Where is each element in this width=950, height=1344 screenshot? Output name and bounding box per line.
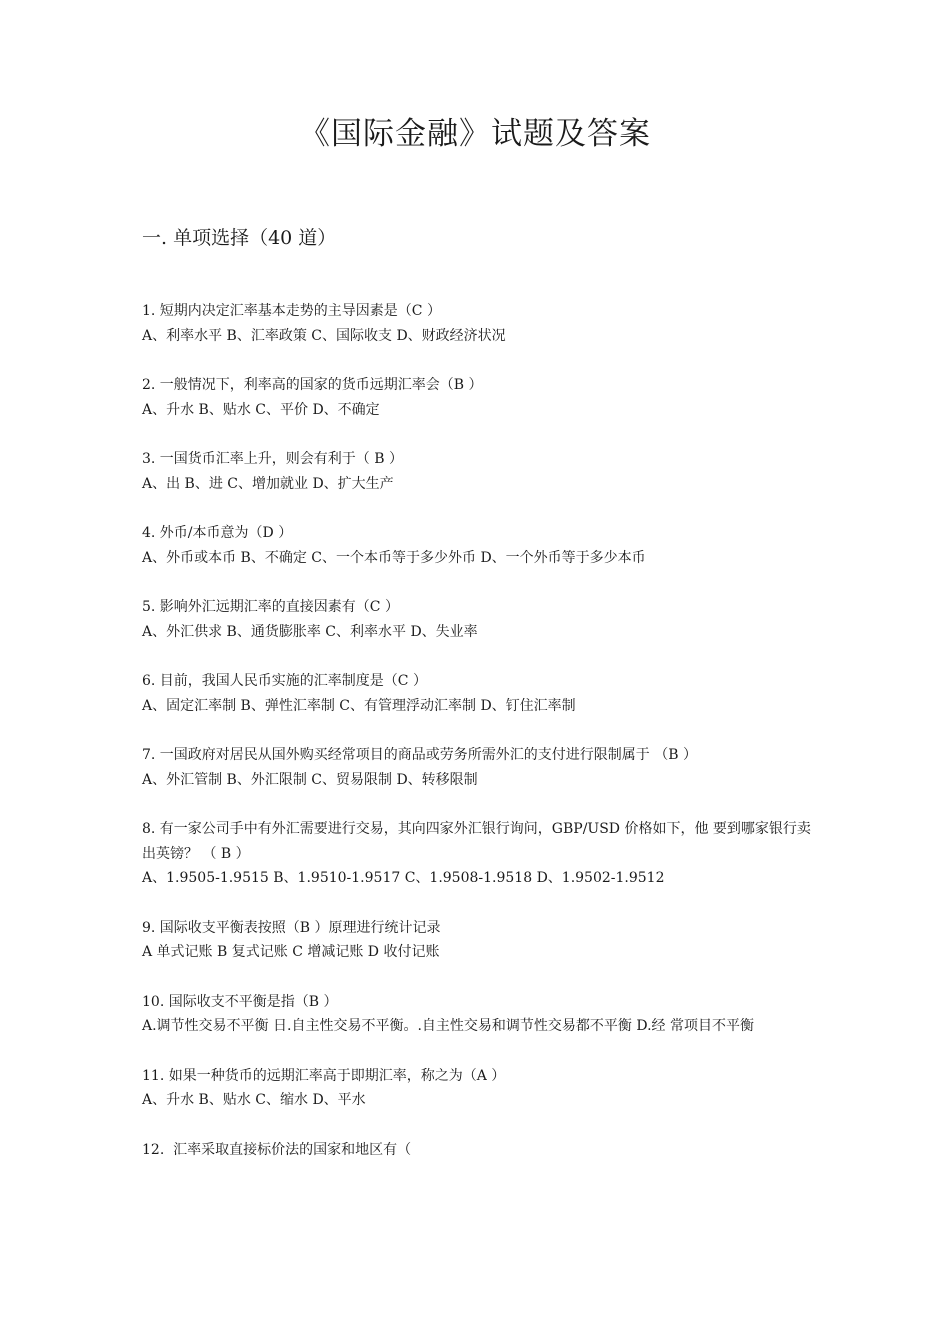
question-5	[142, 595, 822, 644]
question-options: A、固定汇率制 B、弹性汇率制 C、有管理浮动汇率制 D、钉住汇率制	[142, 697, 576, 714]
question-stem: 9. 国际收支平衡表按照（B ）原理进行统计记录	[142, 919, 441, 936]
question-stem: 7. 一国政府对居民从国外购买经常项目的商品或劳务所需外汇的支付进行限制属于 （B ）	[142, 747, 697, 763]
question-12	[142, 1138, 822, 1163]
question-2	[142, 373, 822, 422]
question-options: A、出 B、进 C、增加就业 D、扩大生产	[142, 475, 394, 492]
question-options: A、外汇供求 B、通货膨胀率 C、利率水平 D、失业率	[142, 623, 478, 640]
question-stem: 10. 国际收支不平衡是指（B ）	[142, 993, 338, 1010]
question-options: A、外币或本币 B、不确定 C、一个本币等于多少外币 D、一个外币等于多少本币	[142, 549, 646, 566]
question-options: A.调节性交易不平衡 日.自主性交易不平衡。.自主性交易和调节性交易都不平衡 D.经 常项目不平衡	[142, 1018, 754, 1034]
question-options: A 单式记账 B 复式记账 C 增减记账 D 收付记账	[142, 944, 440, 960]
question-options: A、外汇管制 B、外汇限制 C、贸易限制 D、转移限制	[142, 771, 478, 788]
question-options: A、1.9505-1.9515 B、1.9510-1.9517 C、1.9508-1.9518 D、1.9502-1.9512	[142, 870, 665, 886]
question-stem: 1. 短期内决定汇率基本走势的主导因素是（C ）	[142, 303, 441, 319]
question-stem: 4. 外币/本币意为（D ）	[142, 525, 293, 541]
question-stem: 5. 影响外汇远期汇率的直接因素有（C ）	[142, 599, 399, 615]
question-stem: 11. 如果一种货币的远期汇率高于即期汇率，称之为（A ）	[142, 1067, 506, 1084]
question-list	[142, 299, 822, 1187]
question-11	[142, 1064, 822, 1113]
question-10	[142, 990, 822, 1039]
question-9	[142, 916, 822, 965]
document-title: 《国际金融》试题及答案	[299, 116, 651, 152]
question-3	[142, 447, 822, 496]
question-stem: 3. 一国货币汇率上升，则会有利于（ B ）	[142, 451, 403, 467]
question-6	[142, 669, 822, 718]
question-8	[142, 817, 822, 891]
question-stem: 2. 一般情况下，利率高的国家的货币远期汇率会（B ）	[142, 377, 483, 393]
question-1	[142, 299, 822, 348]
question-7	[142, 743, 822, 792]
question-stem: 8. 有一家公司手中有外汇需要进行交易，其向四家外汇银行询问，GBP/USD 价格如下，他 要到哪家银行卖出英镑？ （ B ）	[142, 821, 811, 862]
question-options: A、利率水平 B、汇率政策 C、国际收支 D、财政经济状况	[142, 327, 506, 344]
question-4	[142, 521, 822, 570]
question-stem: 6. 目前，我国人民币实施的汇率制度是（C ）	[142, 673, 427, 689]
section-heading: 一. 单项选择（40 道）	[142, 227, 337, 249]
question-options: A、升水 B、贴水 C、缩水 D、平水	[142, 1092, 366, 1108]
question-options: A、升水 B、贴水 C、平价 D、不确定	[142, 401, 380, 418]
question-stem: 12. 汇率采取直接标价法的国家和地区有（	[142, 1141, 412, 1158]
